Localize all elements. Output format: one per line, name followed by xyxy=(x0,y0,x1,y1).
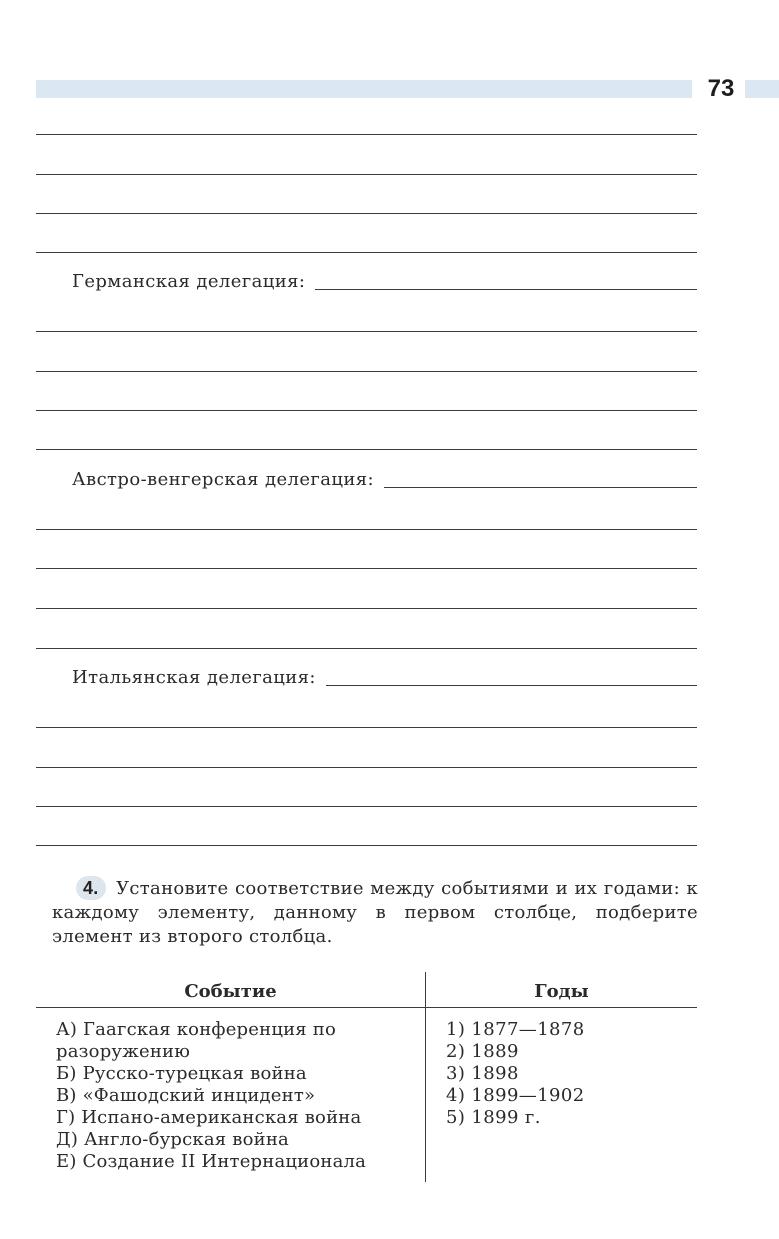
header-band-right xyxy=(745,80,779,98)
delegation-label: Итальянская делегация: xyxy=(72,667,316,688)
event-item: Е) Создание II Интернационала xyxy=(56,1151,367,1172)
writing-line[interactable] xyxy=(36,371,697,372)
writing-line[interactable] xyxy=(36,174,697,175)
event-item: Г) Испано-американская война xyxy=(56,1107,362,1128)
task-number: 4. xyxy=(76,876,106,900)
writing-line[interactable] xyxy=(36,568,697,569)
table-column-divider xyxy=(425,972,426,1182)
writing-line[interactable] xyxy=(36,331,697,332)
writing-line[interactable] xyxy=(36,727,697,728)
event-item: Д) Англо-бурская война xyxy=(56,1129,289,1150)
writing-line[interactable] xyxy=(36,213,697,214)
year-item: 1) 1877—1878 xyxy=(446,1019,585,1040)
year-item: 3) 1898 xyxy=(446,1063,519,1084)
delegation-label: Германская делегация: xyxy=(72,271,306,292)
task-text: Установите соответствие между событиями и их годами: к каждому элементу, данному в первом столбце, подберите элемент из второго столбца. xyxy=(52,878,698,947)
writing-line[interactable] xyxy=(36,410,697,411)
delegation-label: Австро-венгерская делегация: xyxy=(72,469,374,490)
writing-line[interactable] xyxy=(36,845,697,846)
writing-line[interactable] xyxy=(326,685,697,686)
events-column xyxy=(56,1019,416,1173)
delegation-row-german xyxy=(72,272,697,292)
writing-line[interactable] xyxy=(36,529,697,530)
page-number: 73 xyxy=(707,75,735,102)
table-header-events: Событие xyxy=(184,981,277,1002)
delegation-row-italian xyxy=(72,668,697,688)
writing-line[interactable] xyxy=(36,252,697,253)
year-item: 2) 1889 xyxy=(446,1041,519,1062)
writing-line[interactable] xyxy=(384,487,697,488)
table-header-rule xyxy=(36,1007,697,1008)
writing-line[interactable] xyxy=(36,608,697,609)
writing-line[interactable] xyxy=(36,806,697,807)
writing-line[interactable] xyxy=(315,289,697,290)
header-band xyxy=(36,80,692,98)
years-column xyxy=(446,1019,686,1129)
event-item: разоружению xyxy=(56,1041,191,1062)
event-item: Б) Русско-турецкая война xyxy=(56,1063,307,1084)
event-item: А) Гаагская конференция по xyxy=(56,1019,337,1040)
event-item: В) «Фашодский инцидент» xyxy=(56,1085,316,1106)
writing-line[interactable] xyxy=(36,449,697,450)
delegation-row-austro-hungarian xyxy=(72,470,697,490)
writing-line[interactable] xyxy=(36,134,697,135)
writing-line[interactable] xyxy=(36,767,697,768)
task-4 xyxy=(52,876,698,949)
table-header-years: Годы xyxy=(534,981,589,1002)
year-item: 5) 1899 г. xyxy=(446,1107,541,1128)
year-item: 4) 1899—1902 xyxy=(446,1085,585,1106)
writing-line[interactable] xyxy=(36,648,697,649)
